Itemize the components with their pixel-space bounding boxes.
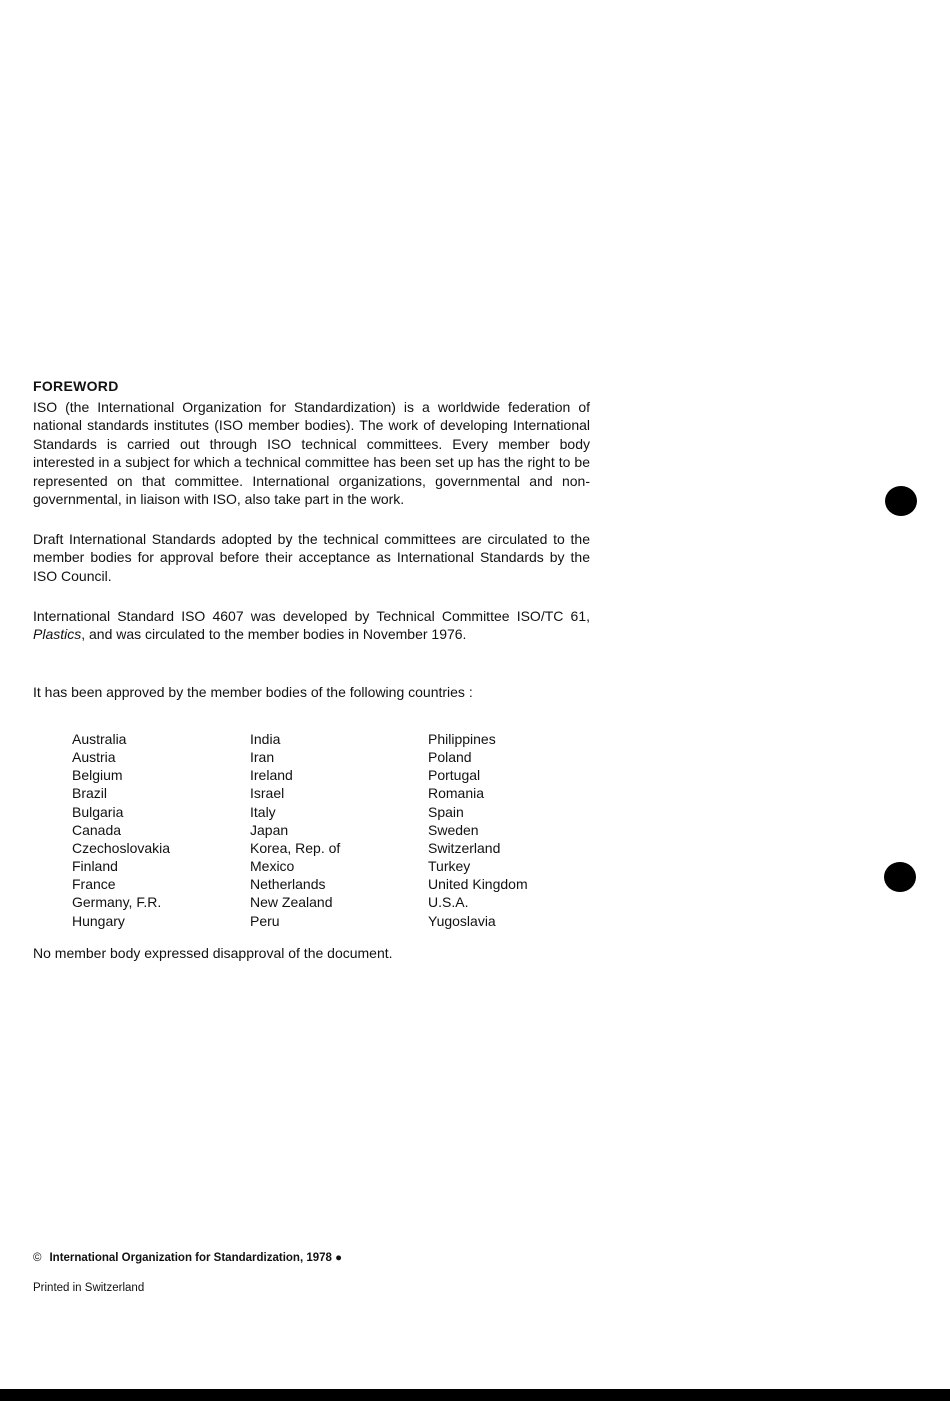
country-item: Germany, F.R.	[72, 894, 162, 911]
country-item: Netherlands	[250, 876, 326, 893]
country-item: Sweden	[428, 821, 479, 838]
para3-italic: Plastics	[33, 626, 82, 643]
country-item: Finland	[72, 858, 118, 875]
country-item: Hungary	[72, 912, 125, 929]
country-item: United Kingdom	[428, 876, 528, 893]
country-item: Portugal	[428, 767, 481, 784]
country-item: Romania	[428, 785, 485, 802]
disapproval-note: No member body expressed disapproval of the document.	[33, 945, 393, 961]
copyright-line	[33, 1252, 342, 1264]
country-item: Korea, Rep. of	[250, 839, 341, 856]
country-column-2	[250, 730, 428, 930]
copyright-text: International Organization for Standardization, 1978 ●	[49, 1252, 343, 1264]
country-item: Austria	[72, 749, 116, 766]
country-item: Turkey	[428, 858, 471, 875]
paragraph-iso-intro: ISO (the International Organization for Standardization) is a worldwide federation of national standards institutes (ISO member bodies). The work of developing International Standards is carried out through ISO technical committees. Every member body interested in a subject for which a technical committee has been set up has the right to be represented on that committee. International organizations, governmental and non-governmental, in liaison with ISO, also take part in the work.	[33, 399, 590, 508]
country-item: Australia	[72, 731, 127, 747]
country-item: Bulgaria	[72, 803, 124, 820]
country-column-1	[72, 730, 250, 930]
country-item: Peru	[250, 912, 280, 929]
printed-in: Printed in Switzerland	[33, 1282, 145, 1294]
para3-before: International Standard ISO 4607 was developed by Technical Committee ISO/TC 61,	[33, 608, 590, 624]
copyright-icon: ©	[33, 1252, 42, 1264]
paragraph-iso-4607	[33, 607, 590, 644]
country-item: Italy	[250, 803, 276, 820]
country-item: Ireland	[250, 767, 293, 784]
para3-after: , and was circulated to the member bodies in November 1976.	[81, 626, 467, 643]
country-item: Mexico	[250, 858, 295, 875]
country-item: Poland	[428, 749, 472, 766]
country-item: Japan	[250, 821, 289, 838]
country-item: Israel	[250, 785, 285, 802]
punch-hole-icon	[884, 862, 916, 892]
country-item: Canada	[72, 821, 122, 838]
country-item: Iran	[250, 749, 275, 766]
country-item: Brazil	[72, 785, 108, 802]
country-item: France	[72, 876, 116, 893]
country-item: U.S.A.	[428, 894, 469, 911]
country-item: India	[250, 731, 281, 747]
country-item: Yugoslavia	[428, 912, 496, 929]
punch-hole-icon	[885, 486, 917, 516]
country-item: Spain	[428, 803, 464, 820]
country-list	[72, 730, 606, 930]
country-item: Belgium	[72, 767, 123, 784]
page-edge-bar	[0, 1389, 950, 1401]
country-item: Czechoslovakia	[72, 839, 171, 856]
foreword-heading: FOREWORD	[33, 378, 119, 394]
approval-intro: It has been approved by the member bodies of the following countries :	[33, 684, 473, 700]
country-column-3	[428, 730, 606, 930]
country-item: Switzerland	[428, 839, 501, 856]
country-item: New Zealand	[250, 894, 333, 911]
paragraph-draft-standards: Draft International Standards adopted by the technical committees are circulated to the member bodies for approval before their acceptance as International Standards by the ISO Council.	[33, 531, 590, 584]
country-item: Philippines	[428, 731, 496, 747]
